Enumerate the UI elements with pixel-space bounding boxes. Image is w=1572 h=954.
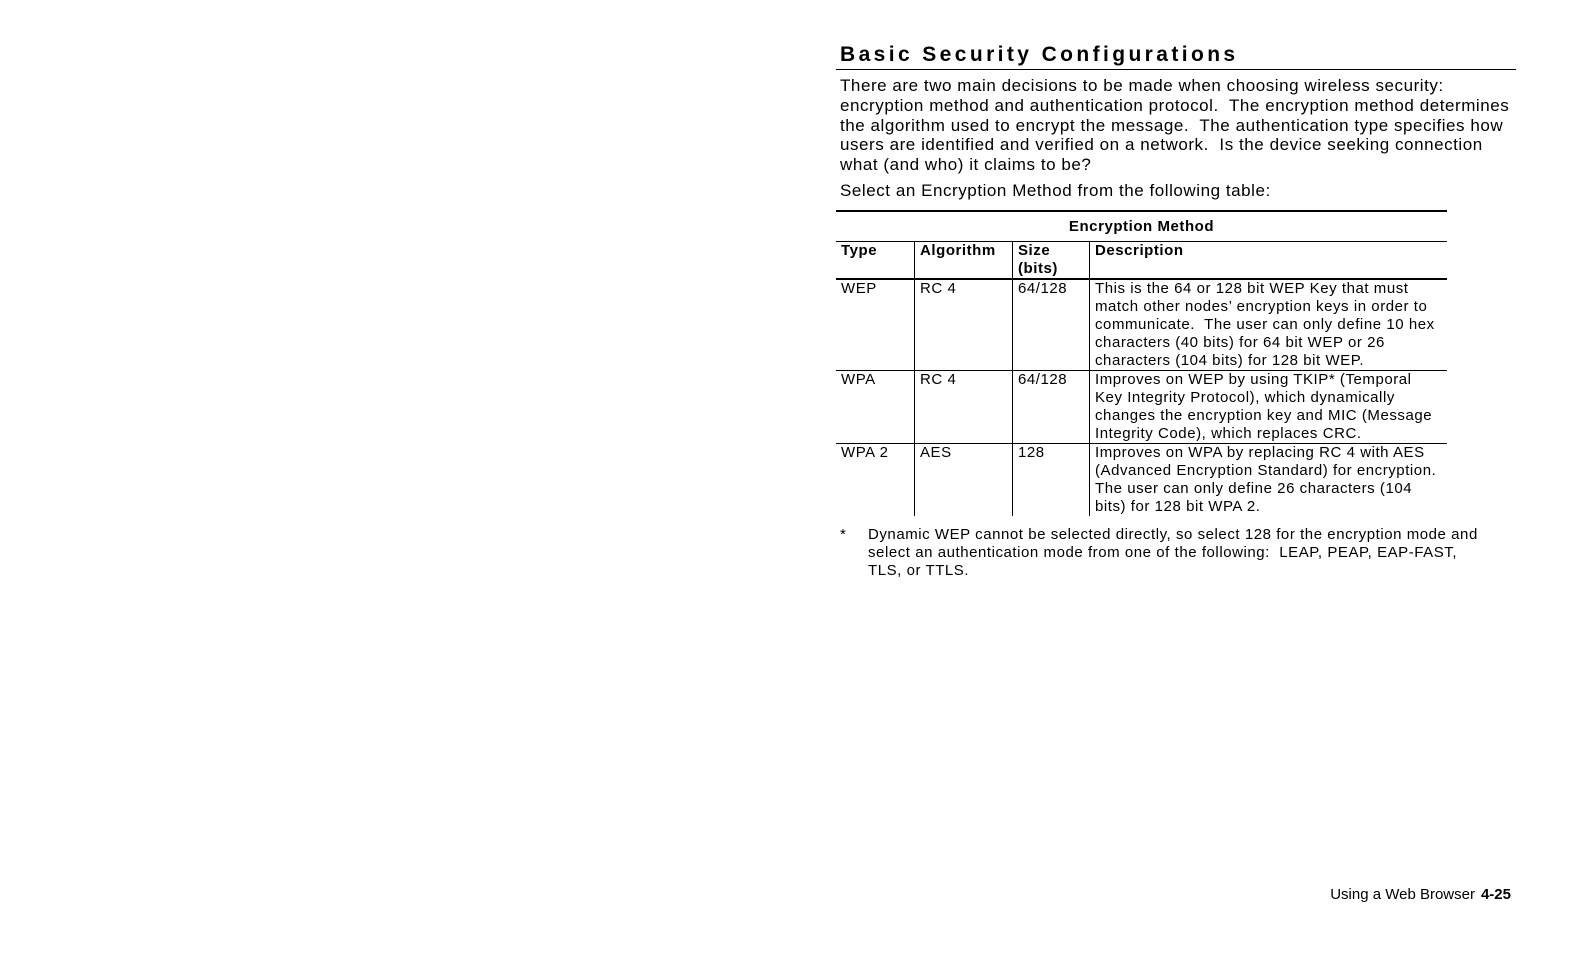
table-row [836, 443, 1447, 516]
page-number: 4-25 [1480, 886, 1511, 903]
cell-description: Improves on WPA by replacing RC 4 with AES (Advanced Encryption Standard) for encryption. The user can only define 26 characters (104 bits) for 128 bit WPA 2. [1090, 443, 1448, 516]
footnote [836, 526, 1516, 580]
cell-size: 64/128 [1013, 279, 1090, 371]
footnote-text: Dynamic WEP cannot be selected directly, so select 128 for the encryption mode and select an authentication mode from one of the following: LEAP, PEAP, EAP-FAST, TLS, or TTLS. [868, 525, 1478, 579]
cell-algorithm: RC 4 [915, 279, 1013, 371]
cell-algorithm: AES [915, 443, 1013, 516]
lead-paragraph: Select an Encryption Method from the following table: [840, 180, 1271, 200]
cell-type: WPA [836, 370, 915, 443]
cell-algorithm: RC 4 [915, 370, 1013, 443]
table-header-row [836, 241, 1447, 279]
intro-paragraph: There are two main decisions to be made when choosing wireless security: encryption method and authentication protocol. The encryption method determines the algorithm used to encrypt the message. The authentication type specifies how users are identified and verified on a network. Is the device seeking connection what (and who) it claims to be? [840, 76, 1510, 175]
cell-type: WEP [836, 279, 915, 371]
footnote-mark: * [840, 525, 847, 543]
section-title: Basic Security Configurations [836, 40, 1516, 70]
column-header-size: Size (bits) [1013, 241, 1090, 279]
cell-size: 64/128 [1013, 370, 1090, 443]
column-header-description: Description [1090, 241, 1448, 279]
cell-size: 128 [1013, 443, 1090, 516]
cell-type: WPA 2 [841, 443, 889, 461]
column-header-algorithm: Algorithm [915, 241, 1013, 279]
page-footer [1330, 886, 1511, 903]
cell-description: This is the 64 or 128 bit WEP Key that must match other nodes’ encryption keys in order to communicate. The user can only define 10 hex characters (40 bits) for 64 bit WEP or 26 characters (104 bits) for 128 bit WEP. [1090, 279, 1448, 371]
table-caption: Encryption Method [836, 211, 1447, 242]
page-content [836, 40, 1516, 580]
encryption-method-table [836, 210, 1447, 516]
column-header-type: Type [836, 241, 915, 279]
table-row [836, 370, 1447, 443]
table-row [836, 279, 1447, 371]
cell-description: Improves on WEP by using TKIP* (Temporal Key Integrity Protocol), which dynamically changes the encryption key and MIC (Message Integrity Code), which replaces CRC. [1090, 370, 1448, 443]
footer-chapter-title: Using a Web Browser [1330, 886, 1475, 903]
